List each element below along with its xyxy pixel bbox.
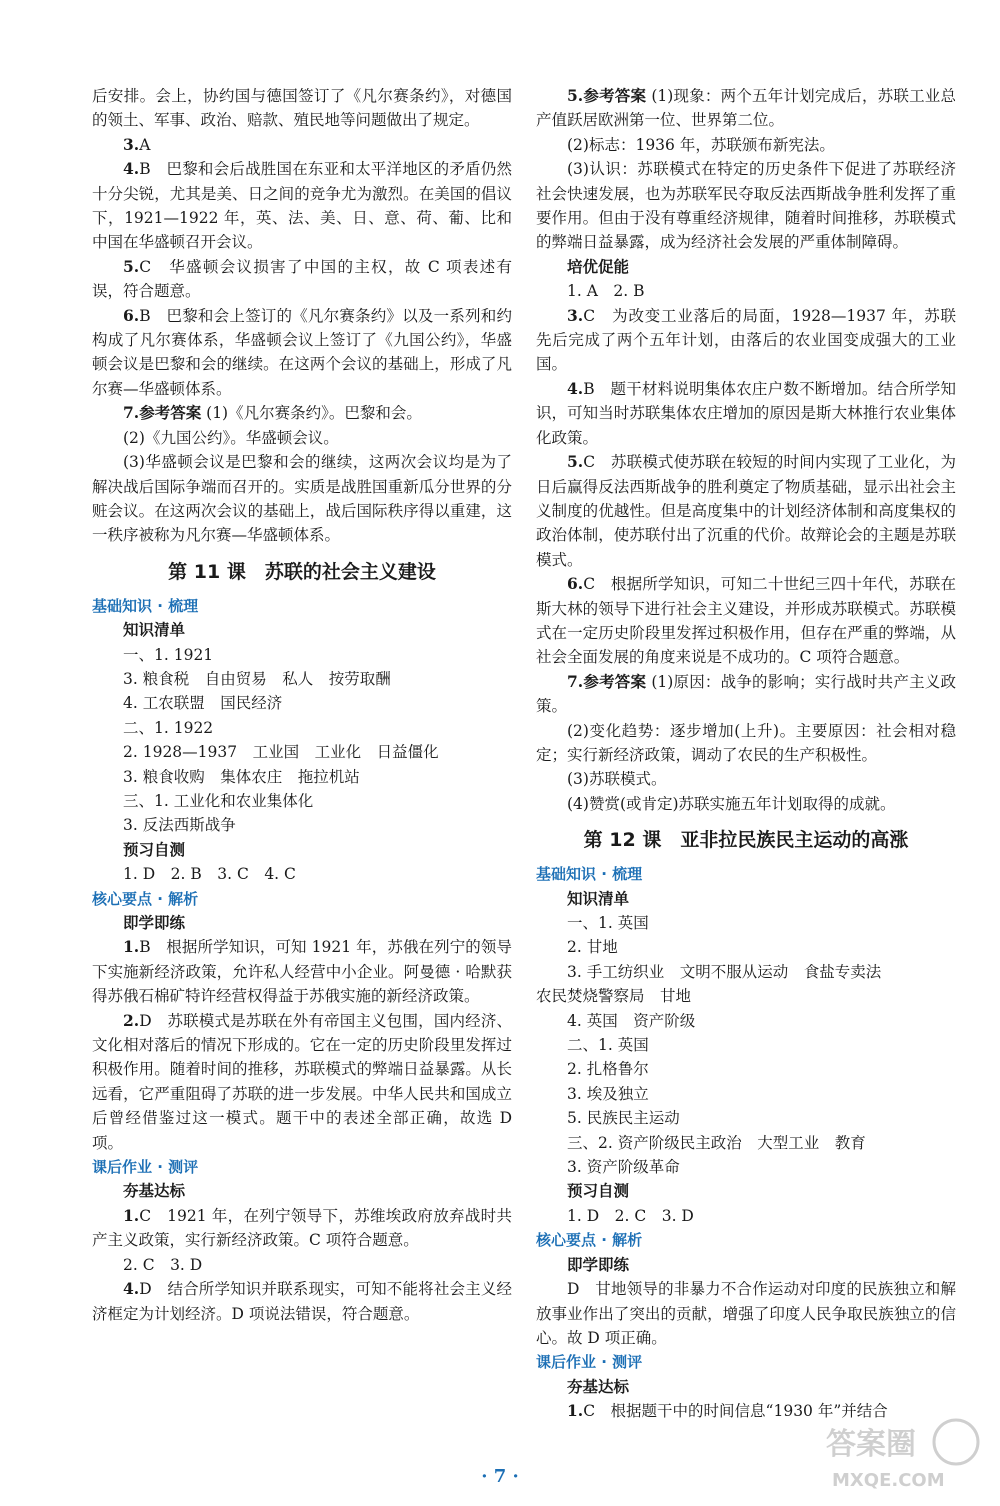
knowledge-item: 4. 英国 资产阶级: [567, 1011, 696, 1030]
knowledge-item: 一、1. 1921: [123, 645, 214, 664]
foundation-4: 4.D 结合所学知识并联系现实，可知不能将社会主义经济框定为计划经济。D 项说法错误，符合题意。: [92, 1279, 512, 1323]
heading-preview-test: 预习自测: [123, 839, 186, 859]
answer-5-part-3: (3)认识：苏联模式在特定的历史条件下促进了苏联经济社会快速发展，也为苏联军民夺取反法西斯战争胜利发挥了重要作用。但由于没有尊重经济规律，随着时间推移，苏联模式的弊端日益暴露，成为经济社会发展的严重体制障碍。: [536, 160, 956, 252]
knowledge-item: 二、1. 英国: [567, 1036, 649, 1055]
heading-advanced: 培优促能: [567, 256, 630, 276]
foundation-2-3: 2. C 3. D: [123, 1255, 203, 1274]
watermark-logo: [816, 1410, 986, 1494]
foundation-1: 1.C 根据题干中的时间信息“1930 年”并结合: [567, 1401, 888, 1421]
knowledge-item: 5. 民族民主运动: [567, 1109, 680, 1128]
advanced-1-2: 1. A 2. B: [567, 282, 645, 301]
advanced-6: 6.C 根据所学知识，可知二十世纪三四十年代，苏联在斯大林的领导下进行社会主义建设，并形成苏联模式。苏联模式在一定历史阶段里发挥过积极作用，但存在严重的弊端，从社会全面发展的角度来说是不成功的。C 项符合题意。: [536, 574, 956, 667]
knowledge-item: 2. 甘地: [567, 938, 618, 957]
answer-7: 7.参考答案 (1)《凡尔赛条约》。巴黎和会。: [123, 403, 422, 423]
advanced-7-part-4: (4)赞赏(或肯定)苏联实施五年计划取得的成就。: [567, 794, 896, 813]
answer-5: 5.C 华盛顿会议损害了中国的主权，故 C 项表述有误，符合题意。: [92, 256, 512, 301]
lesson-11-title: 第 11 课 苏联的社会主义建设: [168, 560, 436, 583]
answer-7-part-2: (2)《九国公约》。华盛顿会议。: [123, 428, 339, 447]
foundation-1: 1.C 1921 年，在列宁领导下，苏维埃政府放弃战时共产主义政策，实行新经济政策。C 项符合题意。: [92, 1205, 512, 1250]
heading-knowledge-list: 知识清单: [567, 888, 630, 908]
advanced-5: 5.C 苏联模式使苏联在较短的时间内实现了工业化，为日后赢得反法西斯战争的胜利奠定了物质基础，显示出社会主义制度的优越性。但是高度集中的计划经济体制和高度集权的政治体制，使苏联付出了沉重的代价。故辩论会的主题是苏联模式。: [536, 452, 956, 569]
heading-foundation: 夯基达标: [123, 1181, 186, 1201]
left-column: [92, 84, 512, 1326]
knowledge-item: 3. 粮食税 自由贸易 私人 按劳取酬: [123, 669, 391, 688]
preview-answers: 1. D 2. C 3. D: [567, 1206, 694, 1225]
knowledge-item: 一、1. 英国: [567, 914, 649, 932]
page-number: · 7 ·: [481, 1466, 519, 1487]
heading-practice: 即学即练: [123, 913, 186, 932]
category-core: 核心要点 · 解析: [92, 889, 199, 908]
knowledge-item: 3. 手工纺织业 文明不服从运动 食盐专卖法: [567, 962, 882, 981]
answer-4: 4.B 巴黎和会后战胜国在东亚和太平洋地区的矛盾仍然十分尖锐，尤其是美、日之间的竞争尤为激烈。在美国的倡议下，1921—1922 年，英、法、美、日、意、荷、葡、比和中国在华盛顿召开会议。: [92, 159, 512, 252]
answer-5-part-2: (2)标志：1936 年，苏联颁布新宪法。: [567, 135, 835, 154]
heading-foundation: 夯基达标: [567, 1376, 630, 1396]
category-homework: 课后作业 · 测评: [536, 1353, 643, 1372]
practice-1: 1.B 根据所学知识，可知 1921 年，苏俄在列宁的领导下实施新经济政策，允许私人经营中小企业。阿曼德 · 哈默获得苏俄石棉矿特许经营权得益于苏俄实施的新经济政策。: [92, 937, 512, 1006]
category-homework: 课后作业 · 测评: [92, 1158, 199, 1177]
knowledge-item-continued: 农民焚烧警察局 甘地: [536, 987, 692, 1006]
watermark-cn: 答案圈: [826, 1427, 916, 1462]
category-core: 核心要点 · 解析: [536, 1231, 643, 1250]
practice-answer: D 甘地领导的非暴力不合作运动对印度的民族独立和解放事业作出了突出的贡献，增强了印度人民争取民族独立的信心。故 D 项正确。: [536, 1280, 956, 1347]
heading-knowledge-list: 知识清单: [123, 620, 186, 640]
knowledge-item: 3. 反法西斯战争: [123, 816, 236, 835]
knowledge-item: 三、1. 工业化和农业集体化: [123, 791, 314, 810]
knowledge-item: 3. 资产阶级革命: [567, 1158, 680, 1177]
knowledge-item: 2. 扎格鲁尔: [567, 1060, 649, 1079]
knowledge-item: 三、2. 资产阶级民主政治 大型工业 教育: [567, 1133, 866, 1152]
advanced-7-part-3: (3)苏联模式。: [567, 770, 667, 789]
practice-2: 2.D 苏联模式是苏联在外有帝国主义包围，国内经济、文化相对落后的情况下形成的。它在一定的历史阶段里发挥过积极作用。随着时间的推移，苏联模式的弊端日益暴露。从长远看，它严重阻碍了苏联的进一步发展。中华人民共和国成立后曾经借鉴过这一模式。题干中的表述全部正确，故选 D 项。: [92, 1010, 512, 1152]
advanced-3: 3.C 为改变工业落后的局面，1928—1937 年，苏联先后完成了两个五年计划，由落后的农业国变成强大的工业国。: [536, 305, 956, 374]
advanced-4: 4.B 题干材料说明集体农庄户数不断增加。结合所学知识，可知当时苏联集体农庄增加的原因是斯大林推行农业集体化政策。: [536, 378, 956, 447]
watermark-en: MXQE.COM: [832, 1470, 945, 1491]
lesson-12-title: 第 12 课 亚非拉民族民主运动的高涨: [583, 829, 909, 852]
advanced-7: 7.参考答案 (1)原因：战争的影响；实行战时共产主义政策。: [536, 671, 956, 716]
answer-3: 3.A: [123, 134, 151, 154]
category-basic: 基础知识 · 梳理: [536, 865, 643, 884]
knowledge-item: 2. 1928—1937 工业国 工业化 日益僵化: [123, 743, 439, 762]
heading-preview-test: 预习自测: [567, 1181, 630, 1201]
advanced-7-part-2: (2)变化趋势：逐步增加(上升)。主要原因：社会相对稳定；实行新经济政策，调动了农民的生产积极性。: [536, 721, 956, 764]
category-basic: 基础知识 · 梳理: [92, 596, 199, 615]
paragraph: 后安排。会上，协约国与德国签订了《凡尔赛条约》，对德国的领土、军事、政治、赔款、殖民地等问题做出了规定。: [92, 87, 512, 130]
answer-7-part-3: (3)华盛顿会议是巴黎和会的继续，这两次会议均是为了解决战后国际争端而召开的。实质是战胜国重新瓜分世界的分赃会议。在这两次会议的基础上，战后国际秩序得以重建，这一秩序被称为凡尔赛—华盛顿体系。: [92, 453, 512, 545]
answer-5: 5.参考答案 (1)现象：两个五年计划完成后，苏联工业总产值跃居欧洲第一位、世界第二位。: [536, 86, 956, 130]
answer-6: 6.B 巴黎和会上签订的《凡尔赛条约》以及一系列和约构成了凡尔赛体系，华盛顿会议上签订了《九国公约》，华盛顿会议是巴黎和会的继续。在这两个会议的基础上，形成了凡尔赛—华盛顿体系。: [92, 305, 512, 398]
right-column: [536, 84, 956, 1424]
watermark-circle-icon: [934, 1420, 978, 1464]
heading-practice: 即学即练: [567, 1254, 630, 1274]
knowledge-item: 4. 工农联盟 国民经济: [123, 694, 283, 713]
preview-answers: 1. D 2. B 3. C 4. C: [123, 865, 296, 884]
knowledge-item: 二、1. 1922: [123, 718, 214, 737]
knowledge-item: 3. 埃及独立: [567, 1084, 649, 1103]
knowledge-item: 3. 粮食收购 集体农庄 拖拉机站: [123, 767, 360, 786]
